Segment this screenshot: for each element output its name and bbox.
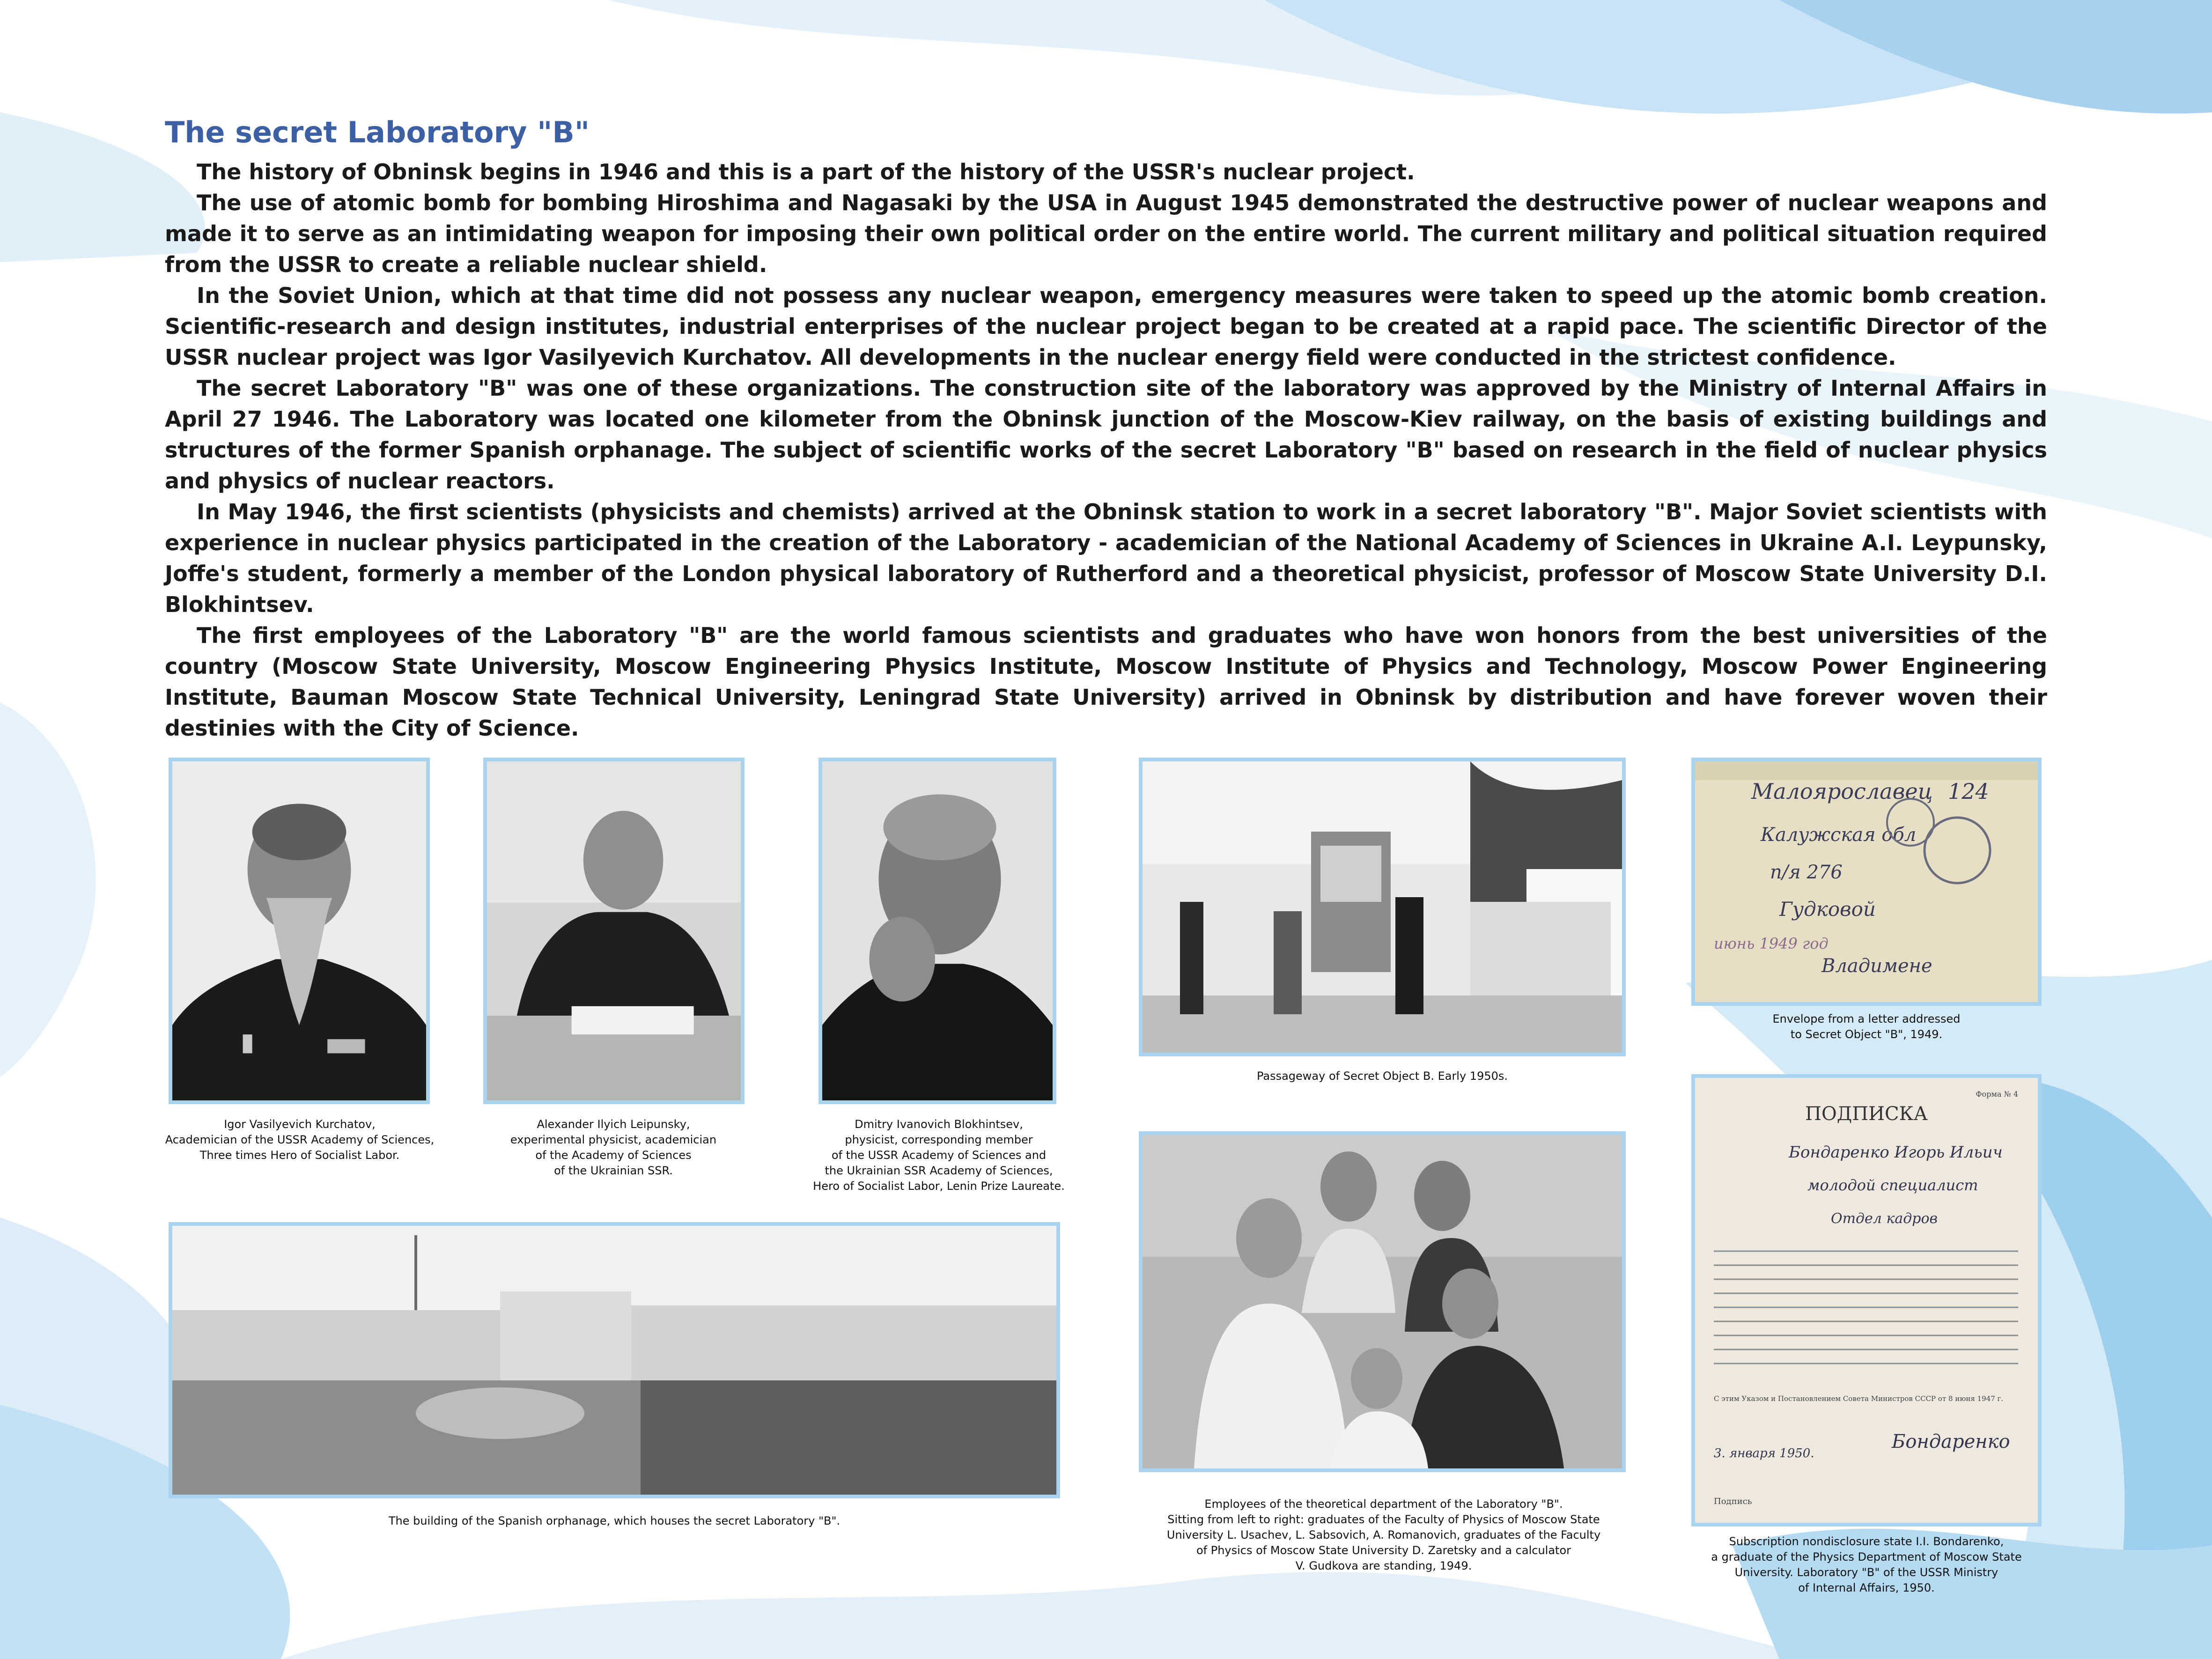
paragraph: In May 1946, the first scientists (physicists and chemists) arrived at the Obninsk station to work in a secret laboratory "B". Major Soviet scientists with experience in nuclear physics participated in the creation of the Laboratory - academician of the National Academy of Sciences in Ukraine A.I. Leypunsky, Joffe's student, formerly a member of the London physical laboratory of Rutherford and a theoretical physicist, professor of Moscow State University D.I. Blokhintsev. [165, 499, 2047, 617]
svg-text:Владимене: Владимене [1821, 955, 1932, 977]
employees-caption: Employees of the theoretical department of the Laboratory "B". Sitting from left to right: graduates of the Faculty of Physics of Moscow State University L. Usachev, L. Sabsovich, A. Romanovich, graduates of the Faculty of Physics of Moscow State University D. Zaretsky and a calculator V. Gudkova are standing, 1949. [1166, 1497, 1601, 1572]
envelope-line1: Малоярославец [1751, 779, 1933, 804]
intro-text [165, 156, 2047, 744]
svg-text:Бондаренко Игорь Ильич: Бондаренко Игорь Ильич [1789, 1143, 2003, 1162]
svg-text:п/я 276: п/я 276 [1770, 862, 1843, 883]
svg-text:Бондаренко: Бондаренко [1892, 1431, 2010, 1453]
svg-text:июнь 1949 год: июнь 1949 год [1714, 935, 1829, 952]
svg-text:Подпись: Подпись [1714, 1497, 1752, 1506]
paragraph: The first employees of the Laboratory "B" are the world famous scientists and graduates who have won honors from the best universities of the country (Moscow State University, Moscow Engineering Physics Institute, Moscow Institute of Physics and Technology, Moscow Power Engineering Institute, Bauman Moscow State Technical University, Leningrad State University) arrived in Obninsk by distribution and have forever woven their destinies with the City of Science. [165, 623, 2047, 741]
passageway-caption: Passageway of Secret Object B. Early 1950s. [1256, 1069, 1508, 1083]
paragraph: In the Soviet Union, which at that time did not possess any nuclear weapon, emergency measures were taken to speed up the atomic bomb creation. Scientific-research and design institutes, industrial enterprises of the nuclear project began to be created at a rapid pace. The scientific Director of the USSR nuclear project was Igor Vasilyevich Kurchatov. All developments in the nuclear energy field were conducted in the strictest confidence. [165, 283, 2047, 370]
svg-text:3. января 1950.: 3. января 1950. [1714, 1446, 1814, 1460]
svg-text:124: 124 [1948, 779, 1989, 804]
leipunsky-portrait [483, 758, 745, 1104]
envelope-caption: Envelope from a letter addressed to Secret Object "B", 1949. [1772, 1012, 1961, 1041]
paragraph: The secret Laboratory "B" was one of these organizations. The construction site of the laboratory was approved by the Ministry of Internal Affairs in April 27 1946. The Laboratory was located one kilometer from the Obninsk junction of the Moscow-Kiev railway, on the basis of existing buildings and structures of the former Spanish orphanage. The subject of scientific works of the secret Laboratory "B" based on research in the field of nuclear physics and physics of nuclear reactors. [165, 376, 2047, 494]
page-title: The secret Laboratory "B" [165, 115, 590, 149]
svg-text:Калужская обл: Калужская обл [1761, 824, 1917, 846]
document-heading: ПОДПИСКА [1805, 1103, 1928, 1125]
building-caption: The building of the Spanish orphanage, which houses the secret Laboratory "B". [388, 1514, 841, 1527]
paragraph: The history of Obninsk begins in 1946 and this is a part of the history of the USSR's nuclear project. [197, 159, 1415, 184]
employees-photo [1139, 1131, 1626, 1472]
subscription-document-photo [1691, 1074, 2042, 1526]
kurchatov-caption: Igor Vasilyevich Kurchatov, Academician of the USSR Academy of Sciences, Three times Hero of Socialist Labor. [165, 1118, 435, 1162]
svg-text:Гудковой: Гудковой [1779, 898, 1876, 921]
svg-text:Отдел кадров: Отдел кадров [1831, 1210, 1938, 1227]
kurchatov-portrait [169, 758, 430, 1104]
blokhintsev-portrait [818, 758, 1056, 1104]
subscription-caption: Subscription nondisclosure state I.I. Bondarenko, a graduate of the Physics Department of Moscow State University. Laboratory "B" of the USSR Ministry of Internal Affairs, 1950. [1711, 1535, 2022, 1594]
svg-text:Форма № 4: Форма № 4 [1976, 1090, 2018, 1099]
blokhintsev-caption: Dmitry Ivanovich Blokhintsev, physicist, corresponding member of the USSR Academy of Sciences and the Ukrainian SSR Academy of Sciences, Hero of Socialist Labor, Lenin Prize Laureate. [813, 1118, 1065, 1193]
leipunsky-caption: Alexander Ilyich Leipunsky, experimental physicist, academician of the Academy of Sciences of the Ukrainian SSR. [510, 1118, 717, 1177]
passageway-photo [1139, 758, 1626, 1056]
envelope-photo [1691, 758, 2042, 1006]
paragraph: The use of atomic bomb for bombing Hiroshima and Nagasaki by the USA in August 1945 demonstrated the destructive power of nuclear weapons and made it to serve as an intimidating weapon for imposing their own political order on the entire world. The current military and political situation required from the USSR to create a reliable nuclear shield. [165, 190, 2047, 277]
orphanage-building-photo [169, 1222, 1060, 1498]
svg-text:С этим Указом и Постановлением: С этим Указом и Постановлением Совета Министров СССР от 8 июня 1947 г. [1714, 1394, 2004, 1403]
svg-text:молодой специалист: молодой специалист [1807, 1176, 1978, 1194]
